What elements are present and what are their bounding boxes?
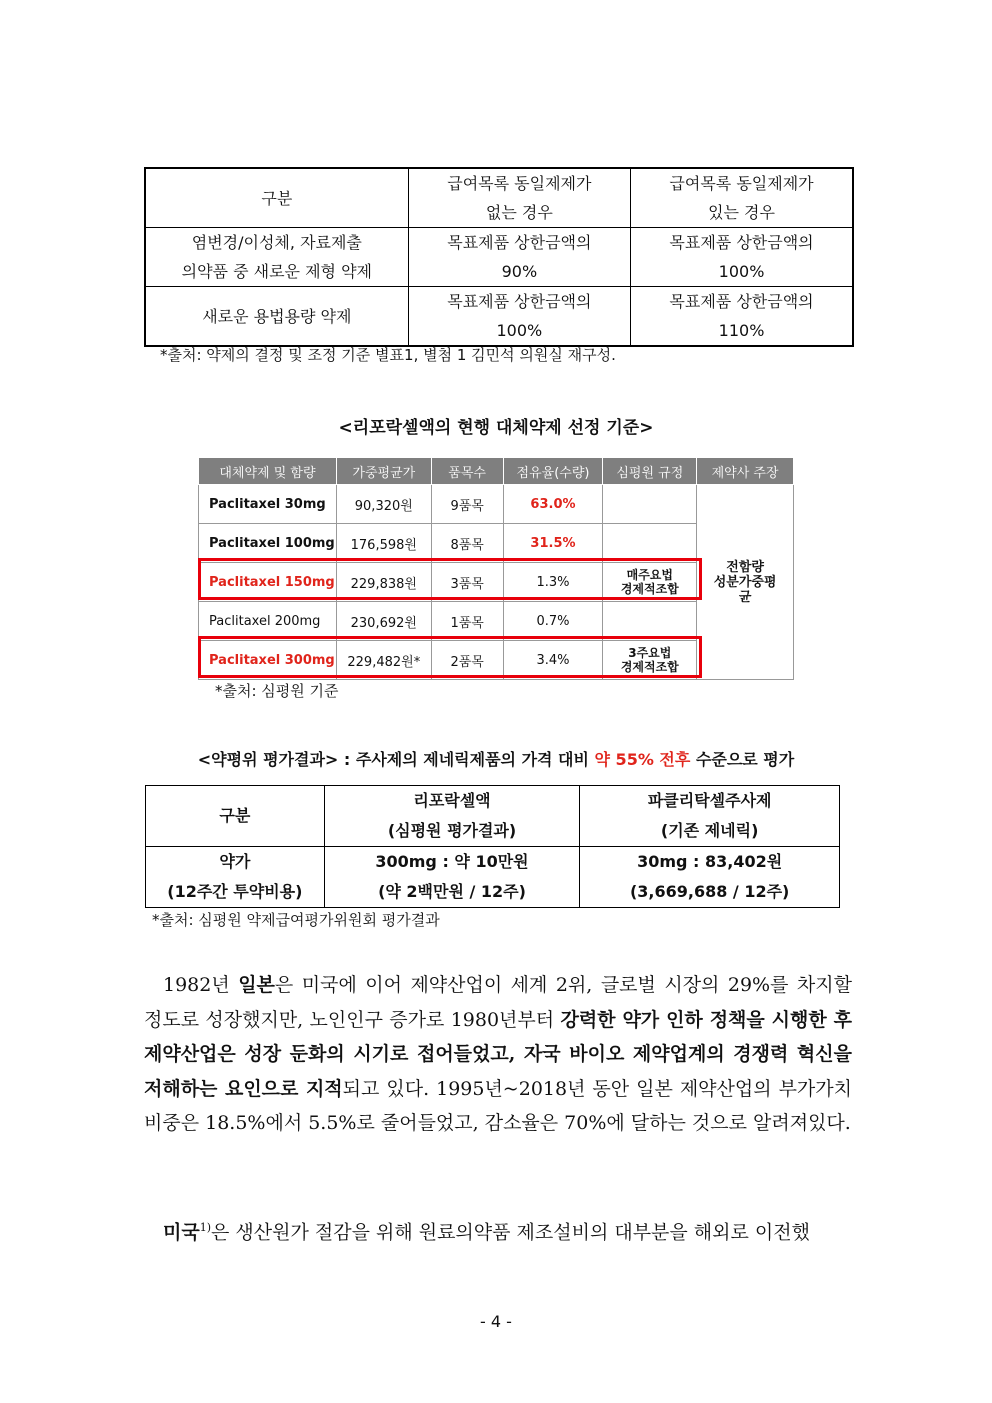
table-row	[145, 228, 853, 287]
table3-title: <약평위 평가결과> : 주사제의 제네릭제품의 가격 대비 약 55% 전후 수준으로 평가	[197, 750, 795, 769]
items-cell: 8품목	[431, 524, 503, 563]
header-cell: 품목수	[431, 458, 503, 485]
footnote-marker[interactable]: 1)	[199, 1221, 212, 1234]
drug-cell: Paclitaxel 300mg	[199, 641, 337, 680]
evaluation-result-table	[145, 785, 840, 908]
share-cell: 0.7%	[503, 602, 603, 641]
table-header-row	[199, 458, 794, 485]
body-paragraph: 미국$^{1)}$은 생산원가 절감을 위해 원료의약품 제조설비의 대부분을 해외로 이전했	[163, 1221, 810, 1244]
price-cell: 229,482원*	[336, 641, 431, 680]
header-cell: 급여목록 동일제제가 없는 경우	[408, 168, 630, 228]
table-cell: 목표제품 상한금액의 100%	[408, 287, 630, 347]
header-cell: 리포락셀액 (심평원 평가결과)	[324, 786, 580, 847]
header-cell: 구분	[145, 168, 408, 228]
header-cell: 급여목록 동일제제가 있는 경우	[631, 168, 853, 228]
share-cell: 31.5%	[503, 524, 603, 563]
share-cell: 3.4%	[503, 641, 603, 680]
table2-source-note: *출처: 심평원 기준	[215, 682, 339, 700]
table-cell: 염변경/이성체, 자료제출 의약품 중 새로운 제형 약제	[145, 228, 408, 287]
table-cell: 약가 (12주간 투약비용)	[146, 847, 325, 908]
header-cell: 심평원 규정	[603, 458, 697, 485]
header-cell: 가중평균가	[336, 458, 431, 485]
drug-cell: Paclitaxel 150mg	[199, 563, 337, 602]
header-cell: 점유율(수량)	[503, 458, 603, 485]
drug-cell: Paclitaxel 200mg	[199, 602, 337, 641]
table-cell: 목표제품 상한금액의 110%	[631, 287, 853, 347]
table-header-row	[145, 168, 853, 228]
items-cell: 9품목	[431, 485, 503, 524]
table-cell: 목표제품 상한금액의 90%	[408, 228, 630, 287]
price-cell: 230,692원	[336, 602, 431, 641]
price-cell: 229,838원	[336, 563, 431, 602]
rule-cell: 3주요법 경제적조합	[603, 641, 697, 680]
share-cell: 1.3%	[503, 563, 603, 602]
drug-cell: Paclitaxel 30mg	[199, 485, 337, 524]
table-row	[199, 485, 794, 524]
highlight-box-300mg	[198, 636, 702, 678]
table-header-row	[146, 786, 840, 847]
company-claim-cell: 전함량 성분가중평 균	[697, 485, 794, 680]
header-cell: 제약사 주장	[697, 458, 794, 485]
rule-cell	[603, 524, 697, 563]
page-number: - 4 -	[480, 1312, 512, 1331]
header-cell: 대체약제 및 함량	[199, 458, 337, 485]
price-cell: 176,598원	[336, 524, 431, 563]
items-cell: 2품목	[431, 641, 503, 680]
header-cell: 구분	[146, 786, 325, 847]
rule-cell	[603, 602, 697, 641]
items-cell: 3품목	[431, 563, 503, 602]
body-paragraph: 1982년 일본은 미국에 이어 제약산업이 세계 2위, 글로벌 시장의 29%를 차지할 정도로 성장했지만, 노인인구 증가로 1980년부터 강력한 약가 인하 정책을 시행한 후 제약산업은 성장 둔화의 시기로 접어들었고, 자국 바이오 제약업계의 경쟁력 혁신을 저해하는 요인으로 지적되고 있다. 1995년~2018년 동안 일본 제약산업의 부가가치 비중은 18.5%에서 5.5%로 줄어들었고, 감소율은 70%에 달하는 것으로 알려져있다.	[144, 974, 852, 1134]
price-cell: 90,320원	[336, 485, 431, 524]
approval-criteria-table	[144, 167, 854, 347]
table-cell: 새로운 용법용량 약제	[145, 287, 408, 347]
table-cell: 300mg : 약 10만원 (약 2백만원 / 12주)	[324, 847, 580, 908]
table2-title: <리포락셀액의 현행 대체약제 선정 기준>	[338, 418, 654, 438]
table-cell: 30mg : 83,402원 (3,669,688 / 12주)	[580, 847, 840, 908]
items-cell: 1품목	[431, 602, 503, 641]
table-row	[146, 847, 840, 908]
table3-source-note: *출처: 심평원 약제급여평가위원회 평가결과	[152, 911, 440, 929]
table-row	[145, 287, 853, 347]
rule-cell: 매주요법 경제적조합	[603, 563, 697, 602]
table-cell: 목표제품 상한금액의 100%	[631, 228, 853, 287]
rule-cell	[603, 485, 697, 524]
header-cell: 파클리탁셀주사제 (기존 제네릭)	[580, 786, 840, 847]
table1-source-note: *출처: 약제의 결정 및 조정 기준 별표1, 별첨 1 김민석 의원실 재구성.	[160, 346, 616, 364]
share-cell: 63.0%	[503, 485, 603, 524]
drug-cell: Paclitaxel 100mg	[199, 524, 337, 563]
highlight-box-150mg	[198, 558, 702, 600]
